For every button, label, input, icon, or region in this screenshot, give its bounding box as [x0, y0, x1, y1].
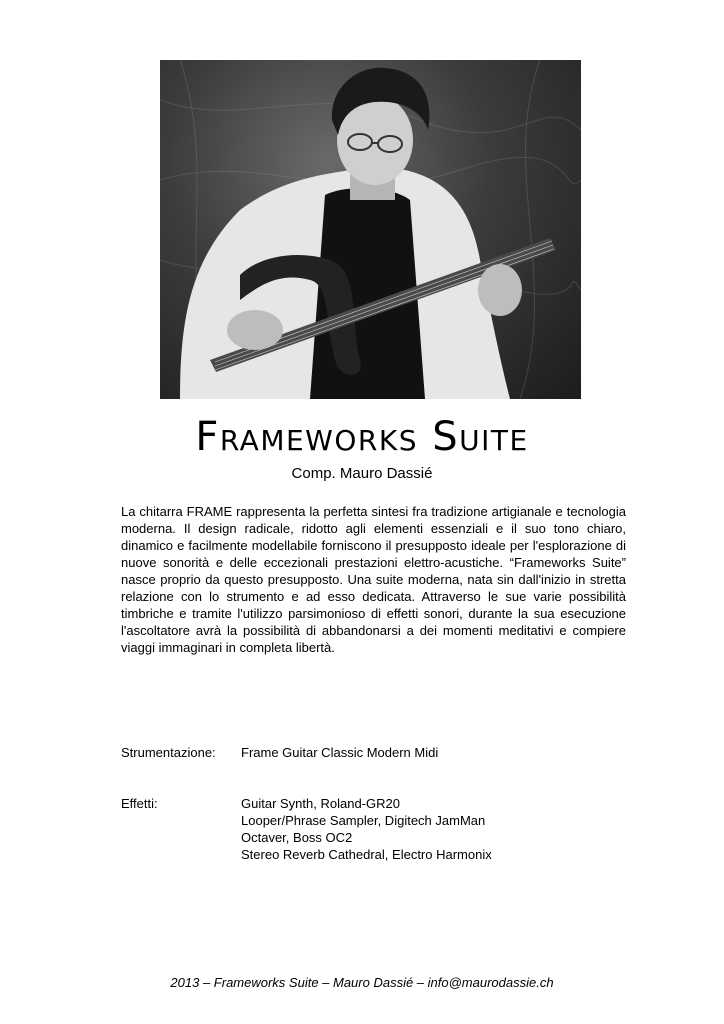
effect-item: Looper/Phrase Sampler, Digitech JamMan	[241, 813, 486, 828]
composer-credit: Comp. Mauro Dassié	[291, 465, 433, 482]
page-footer: 2013 – Frameworks Suite – Mauro Dassié – info@maurodassie.ch	[170, 975, 554, 990]
guitarist-photo	[160, 60, 581, 399]
description-paragraph: La chitarra FRAME rappresenta la perfetta sintesi fra tradizione artigianale e tecnologia moderna. Il design radicale, ridotto agli elementi essenziali e il suo tono chiaro, dinamico e facilmente modellabile forniscono il presupposto ideale per l'esplorazione di nuove sonorità e delle eccezionali prestazioni elettro-acustiche. “Frameworks Suite” nasce proprio da questo presupposto. Una suite moderna, nata sin dall'inizio in stretta relazione con lo strumento e ad esso dedicata. Attraverso le sue varie possibilità timbriche e tramite l'utilizzo parsimonioso di effetti sonori, durante la sua esecuzione l'ascoltatore avrà la possibilità di abbandonarsi a dei momenti meditativi e compiere viaggi immaginari in completa libertà.	[121, 504, 626, 655]
instrumentation-value: Frame Guitar Classic Modern Midi	[241, 745, 439, 760]
effect-item: Stereo Reverb Cathedral, Electro Harmonix	[241, 847, 492, 862]
page-title: Frameworks Suite	[195, 414, 529, 460]
effect-item: Guitar Synth, Roland-GR20	[241, 796, 400, 811]
effects-label: Effetti:	[121, 796, 158, 811]
instrumentation-label: Strumentazione:	[121, 745, 216, 760]
effect-item: Octaver, Boss OC2	[241, 830, 353, 845]
effects-list	[241, 795, 492, 863]
guitarist-photo-drawing	[160, 60, 581, 399]
